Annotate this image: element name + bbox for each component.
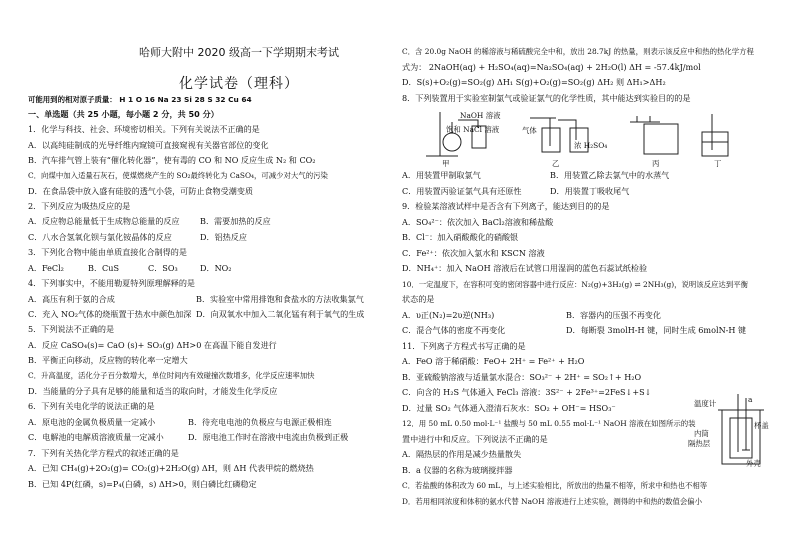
label-h2so4: 浓 H₂SO₄	[574, 141, 608, 150]
q4-option-b: B．实验室中常用排饱和食盐水的方法收集氯气	[196, 294, 364, 304]
exam-title: 哈师大附中 2020 级高一下学期期末考试	[139, 46, 339, 59]
q6-option-a: A．原电池的金属负极质量一定减小	[28, 417, 156, 427]
question-9: 9．检验某溶液试样中是否含有下列离子，能达到目的的是	[402, 201, 610, 211]
q5-option-a: A．反应 CaSO₄(s)= CaO (s)+ SO₃(g) ΔH>0 在高温下能自发进行	[28, 340, 277, 350]
q11-option-c: C．向含的 H₂S 气体通入 FeCl₃ 溶液：3S²⁻ + 2Fe³⁺=2FeS↓+S↓	[402, 387, 652, 397]
q7-option-c-line2: 式为： 2NaOH(aq) + H₂SO₄(aq)=Na₂SO₄(aq) + 2H₂O(l) ΔH = -57.4kJ/mol	[402, 62, 701, 72]
question-10-line1: 10．一定温度下，在容积可变的密闭容器中进行反应：N₂(g)+3H₂(g) ⇌ 2NH₃(g)，说明该反应达到平衡	[402, 280, 748, 289]
q9-option-a: A．SO₄²⁻：依次加入 BaCl₂溶液和稀盐酸	[402, 217, 554, 227]
q9-option-d: D．NH₄⁺：加入 NaOH 溶液后在试管口用湿润的蓝色石蕊试纸检验	[402, 263, 648, 273]
q11-option-a: A．FeO 溶于稀硝酸：FeO+ 2H⁺ = Fe²⁺ + H₂O	[402, 356, 585, 366]
q9-option-b: B．Cl⁻：加入硝酸酸化的硝酸银	[402, 232, 519, 242]
label-bing: 丙	[652, 159, 660, 168]
label-lid: 杯盖	[754, 421, 769, 430]
paper-title: 化学试卷（理科）	[179, 76, 299, 92]
q11-option-b: B．亚硫酸钠溶液与适量氯水混合：SO₃²⁻ + 2H⁺ = SO₂↑+ H₂O	[402, 372, 642, 382]
q12-option-b: B．a 仪器的名称为玻璃搅拌器	[402, 465, 513, 475]
question-12-line2: 置中进行中和反应。下列说法不正确的是	[402, 434, 548, 444]
q7-option-b: B．已知 4P(红磷，s)=P₄(白磷，s) ΔH>0，则白磷比红磷稳定	[28, 479, 257, 489]
label-outer-shell: 外壳	[746, 459, 761, 468]
q8-option-c: C．用装置丙验证氯气具有还原性	[402, 186, 522, 196]
q10-option-b: B．容器内的压强不再变化	[566, 310, 661, 320]
q8-option-b: B．用装置乙除去氯气中的水蒸气	[550, 170, 670, 180]
label-inner-cup: 内筒	[694, 429, 709, 438]
label-insulation: 隔热层	[688, 439, 711, 448]
q8-option-a: A．用装置甲制取氯气	[402, 170, 481, 180]
q6-option-c: C．电解池的电解质溶液质量一定减小	[28, 432, 164, 442]
q4-option-a: A．高压有利于氨的合成	[28, 294, 115, 304]
label-gas: 气体	[522, 126, 537, 135]
q5-option-b: B．平衡正向移动，反应物的转化率一定增大	[28, 355, 188, 365]
label-nacl-solution: 饱和 NaCl 溶液	[446, 125, 500, 134]
question-6: 6．下列有关电化学的说法正确的是	[28, 401, 155, 411]
question-2: 2．下列反应为吸热反应的是	[28, 201, 131, 211]
label-thermometer: 温度计	[694, 399, 717, 408]
q4-option-c: C．充入 NO₂气体的烧瓶置于热水中颜色加深	[28, 309, 192, 319]
q1-option-c: C．向煤中加入适量石灰石，使煤燃烧产生的 SO₂最终转化为 CaSO₄，可减少对大气的污染	[28, 171, 328, 180]
q1-option-a: A．以高纯硅制成的光导纤维内窥镜可直接窥视有关器官部位的变化	[28, 140, 269, 150]
q5-option-c: C．升高温度，活化分子百分数增大，单位时间内有效碰撞次数增多，化学反应速率加快	[28, 371, 315, 380]
q10-option-d: D．每断裂 3molH-H 键，同时生成 6molN-H 键	[566, 325, 747, 335]
label-a: a	[748, 395, 753, 404]
q5-option-d: D．当能量的分子具有足够的能量和适当的取向时，才能发生化学反应	[28, 386, 278, 396]
q10-option-a: A．υ正(N₂)=2υ逆(NH₃)	[402, 310, 495, 320]
q6-option-b: B．待充电电池的负极应与电源正极相连	[188, 417, 332, 427]
q7-option-a: A．已知 CH₄(g)+2O₂(g)= CO₂(g)+2H₂O(g) ΔH，则 ΔH 代表甲烷的燃烧热	[28, 463, 314, 473]
q8-option-d: D．用装置丁吸收尾气	[550, 186, 630, 196]
question-12-line1: 12．用 50 mL 0.50 mol·L⁻¹ 盐酸与 50 mL 0.55 mol·L⁻¹ NaOH 溶液在如图所示的装	[402, 419, 696, 428]
q12-option-c: C．若盐酸的体积改为 60 mL，与上述实验相比，所放出的热量不相等，所求中和热也不相等	[402, 481, 708, 490]
question-5: 5．下列说法不正确的是	[28, 324, 115, 334]
label-yi: 乙	[552, 159, 560, 168]
question-4: 4．下列事实中，不能用勒夏特列原理解释的是	[28, 278, 196, 288]
label-naoh-solution: NaOH 溶液	[460, 111, 501, 120]
q12-option-d: D．若用相同浓度和体积的氨水代替 NaOH 溶液进行上述实验，测得的中和热的数值会偏小	[402, 497, 703, 506]
label-ding: 丁	[714, 159, 722, 168]
q7-option-c-line1: C．含 20.0g NaOH 的稀溶液与稀硫酸完全中和，放出 28.7kJ 的热量，则表示该反应中和热的热化学方程	[402, 47, 754, 56]
q7-option-d: D．S(s)+O₂(g)=SO₂(g) ΔH₁ S(g)+O₂(g)=SO₂(g) ΔH₂ 则 ΔH₁>ΔH₂	[402, 77, 666, 87]
q9-option-c: C．Fe²⁺：依次加入氯水和 KSCN 溶液	[402, 248, 545, 258]
question-11: 11．下列离子方程式书写正确的是	[402, 341, 526, 351]
q1-option-b: B．汽车排气管上装有“催化转化器”，使有毒的 CO 和 NO 反应生成 N₂ 和 CO₂	[28, 155, 316, 165]
q3-option-d: D．NO₂	[200, 263, 232, 273]
q12-option-a: A．隔热层的作用是减少热量散失	[402, 449, 522, 459]
q2-option-b: B．需要加热的反应	[200, 216, 271, 226]
q2-option-a: A．反应物总能量低于生成物总能量的反应	[28, 216, 180, 226]
question-8: 8．下列装置用于实验室制氯气或验证氯气的化学性质，其中能达到实验目的的是	[402, 93, 691, 103]
q4-option-d: D．向双氧水中加入二氧化锰有利于氧气的生成	[196, 309, 365, 319]
question-3: 3．下列化合物中能由单质直接化合制得的是	[28, 247, 187, 257]
q11-option-d: D．过量 SO₂ 气体通入澄清石灰水：SO₂ + OH⁻= HSO₃⁻	[402, 403, 616, 413]
atomic-masses: 可能用到的相对原子质量： H 1 O 16 Na 23 Si 28 S 32 Cu 64	[28, 95, 252, 104]
q1-option-d: D．在食品袋中放入盛有硅胶的透气小袋，可防止食物受潮变质	[28, 186, 254, 196]
q2-option-d: D．铝热反应	[200, 232, 247, 242]
q3-option-c: C．SO₃	[148, 263, 178, 273]
question-1: 1．化学与科技、社会、环境密切相关。下列有关说法不正确的是	[28, 124, 260, 134]
q3-option-b: B．CuS	[88, 263, 119, 273]
q2-option-c: C．八水合氢氧化钡与氯化铵晶体的反应	[28, 232, 172, 242]
section-heading: 一、单选题（共 25 小题，每小题 2 分，共 50 分）	[28, 109, 219, 119]
q3-option-a: A．FeCl₂	[28, 263, 64, 273]
question-7: 7．下列有关热化学方程式的叙述正确的是	[28, 448, 179, 458]
q6-option-d: D．原电池工作时在溶液中电流由负极到正极	[188, 432, 349, 442]
q10-option-c: C．混合气体的密度不再变化	[402, 325, 506, 335]
label-jia: 甲	[442, 159, 450, 168]
question-10-line2: 状态的是	[402, 294, 435, 304]
